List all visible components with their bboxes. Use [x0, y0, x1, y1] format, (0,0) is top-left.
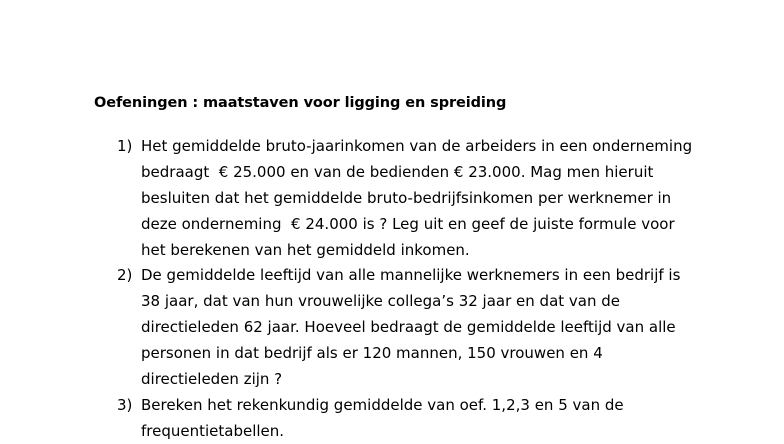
text-line: personen in dat bedrijf als er 120 mannen, 150 vrouwen en 4	[141, 344, 603, 362]
text-line: Bereken het rekenkundig gemiddelde van oef. 1,2,3 en 5 van de	[141, 396, 624, 414]
exercise-number: 3)	[117, 396, 133, 414]
text-line: besluiten dat het gemiddelde bruto-bedrijfsinkomen per werknemer in	[141, 189, 672, 207]
text-line: frequentietabellen.	[141, 422, 285, 440]
exercise-text	[141, 133, 692, 263]
exercise-number: 1)	[117, 137, 133, 155]
text-line: 38 jaar, dat van hun vrouwelijke collega’s 32 jaar en dat van de	[141, 292, 621, 310]
exercise-text	[141, 392, 624, 444]
text-line: directieleden 62 jaar. Hoeveel bedraagt de gemiddelde leeftijd van alle	[141, 318, 676, 336]
exercise-number: 2)	[117, 266, 133, 284]
exercise-text	[141, 262, 680, 392]
text-line: deze onderneming € 24.000 is ? Leg uit en geef de juiste formule voor	[141, 215, 675, 233]
text-line: De gemiddelde leeftijd van alle mannelijke werknemers in een bedrijf is	[141, 266, 681, 284]
text-line: bedraagt € 25.000 en van de bedienden € 23.000. Mag men hieruit	[141, 163, 654, 181]
text-line: het berekenen van het gemiddeld inkomen.	[141, 241, 470, 259]
text-line: Het gemiddelde bruto-jaarinkomen van de arbeiders in een onderneming	[141, 137, 693, 155]
text-line: directieleden zijn ?	[141, 370, 283, 388]
page-title: Oefeningen : maatstaven voor ligging en spreiding	[94, 95, 507, 111]
